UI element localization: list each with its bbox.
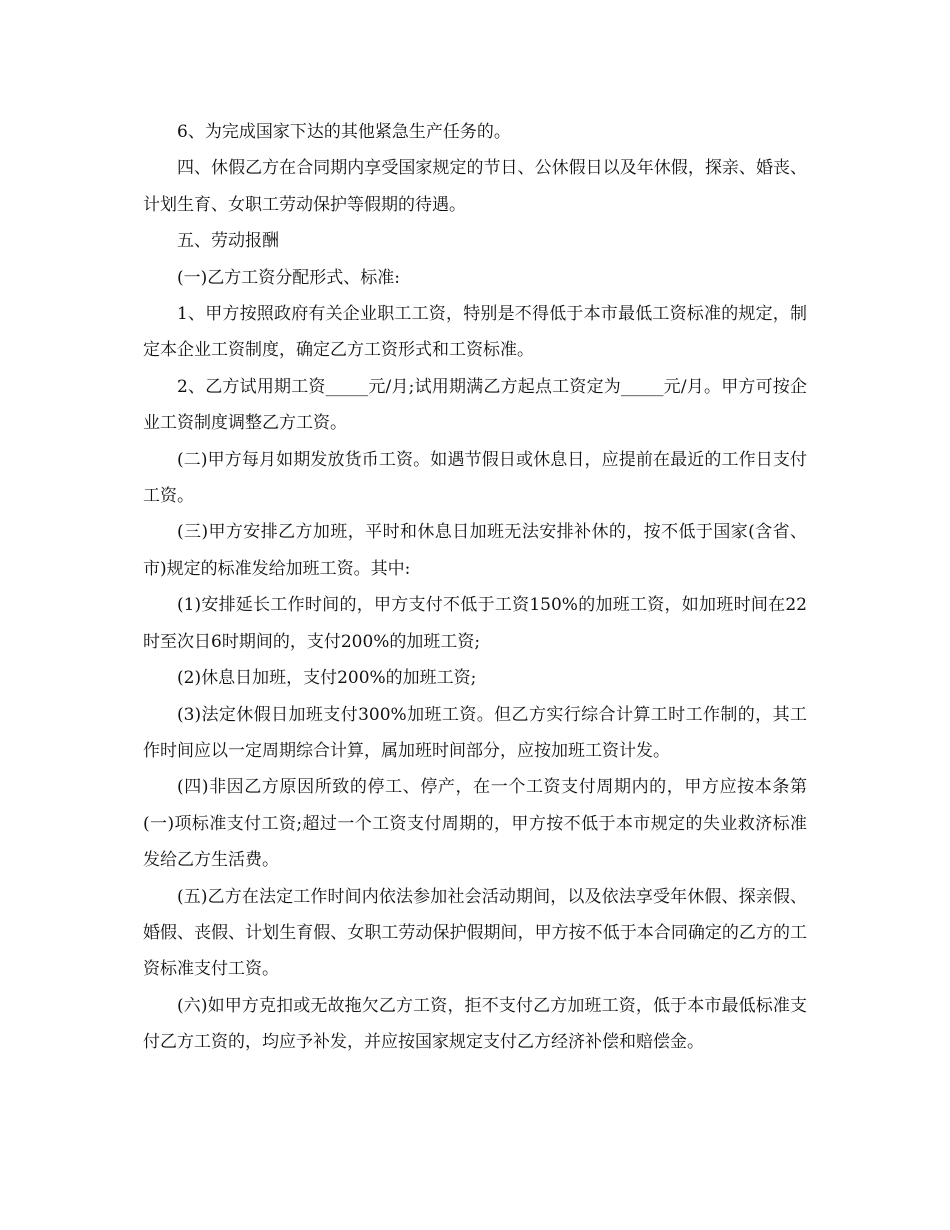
paragraph-overtime-rest-day: (2)休息日加班，支付200%的加班工资;	[177, 668, 477, 689]
paragraph-probation-wage: 2、乙方试用期工资_____元/月;试用期满乙方起点工资定为_____元/月。甲方可按企业工资制度调整乙方工资。	[143, 376, 807, 434]
paragraph-overtime-extended: (1)安排延长工作时间的，甲方支付不低于工资150%的加班工资，如加班时间在22时至次日6时期间的，支付200%的加班工资;	[143, 595, 807, 652]
paragraph-wage-system: 1、甲方按照政府有关企业职工工资，特别是不得低于本市最低工资标准的规定，制定本企业工资制度，确定乙方工资形式和工资标准。	[143, 304, 807, 361]
paragraph-monthly-payment: (二)甲方每月如期发放货币工资。如遇节假日或休息日，应提前在最近的工作日支付工资。	[143, 449, 807, 507]
paragraph-wage-form: (一)乙方工资分配形式、标准:	[177, 267, 400, 288]
paragraph-work-stoppage: (四)非因乙方原因所致的停工、停产，在一个工资支付周期内的，甲方应按本条第(一)项标准支付工资;超过一个工资支付周期的，甲方按不低于本市规定的失业救济标准发给乙方生活费。	[143, 777, 807, 871]
paragraph-holidays: 四、休假乙方在合同期内享受国家规定的节日、公休假日以及年休假，探亲、婚丧、计划生育、女职工劳动保护等假期的待遇。	[143, 158, 807, 215]
paragraph-social-activities: (五)乙方在法定工作时间内依法参加社会活动期间，以及依法享受年休假、探亲假、婚假、丧假、计划生育假、女职工劳动保护假期间，甲方按不低于本合同确定的乙方的工资标准支付工资。	[143, 886, 807, 980]
document-body	[143, 114, 807, 1061]
paragraph-overtime: (三)甲方安排乙方加班，平时和休息日加班无法安排补休的，按不低于国家(含省、市)规定的标准发给加班工资。其中:	[143, 522, 807, 579]
section-heading-remuneration: 五、劳动报酬	[177, 231, 279, 252]
paragraph-overtime-holiday: (3)法定休假日加班支付300%加班工资。但乙方实行综合计算工时工作制的，其工作时间应以一定周期综合计算，属加班时间部分，应按加班工资计发。	[143, 704, 807, 761]
paragraph-wage-arrears: (六)如甲方克扣或无故拖欠乙方工资，拒不支付乙方加班工资，低于本市最低标准支付乙方工资的，均应予补发，并应按国家规定支付乙方经济补偿和赔偿金。	[143, 995, 807, 1053]
paragraph-urgent-tasks: 6、为完成国家下达的其他紧急生产任务的。	[177, 122, 511, 142]
